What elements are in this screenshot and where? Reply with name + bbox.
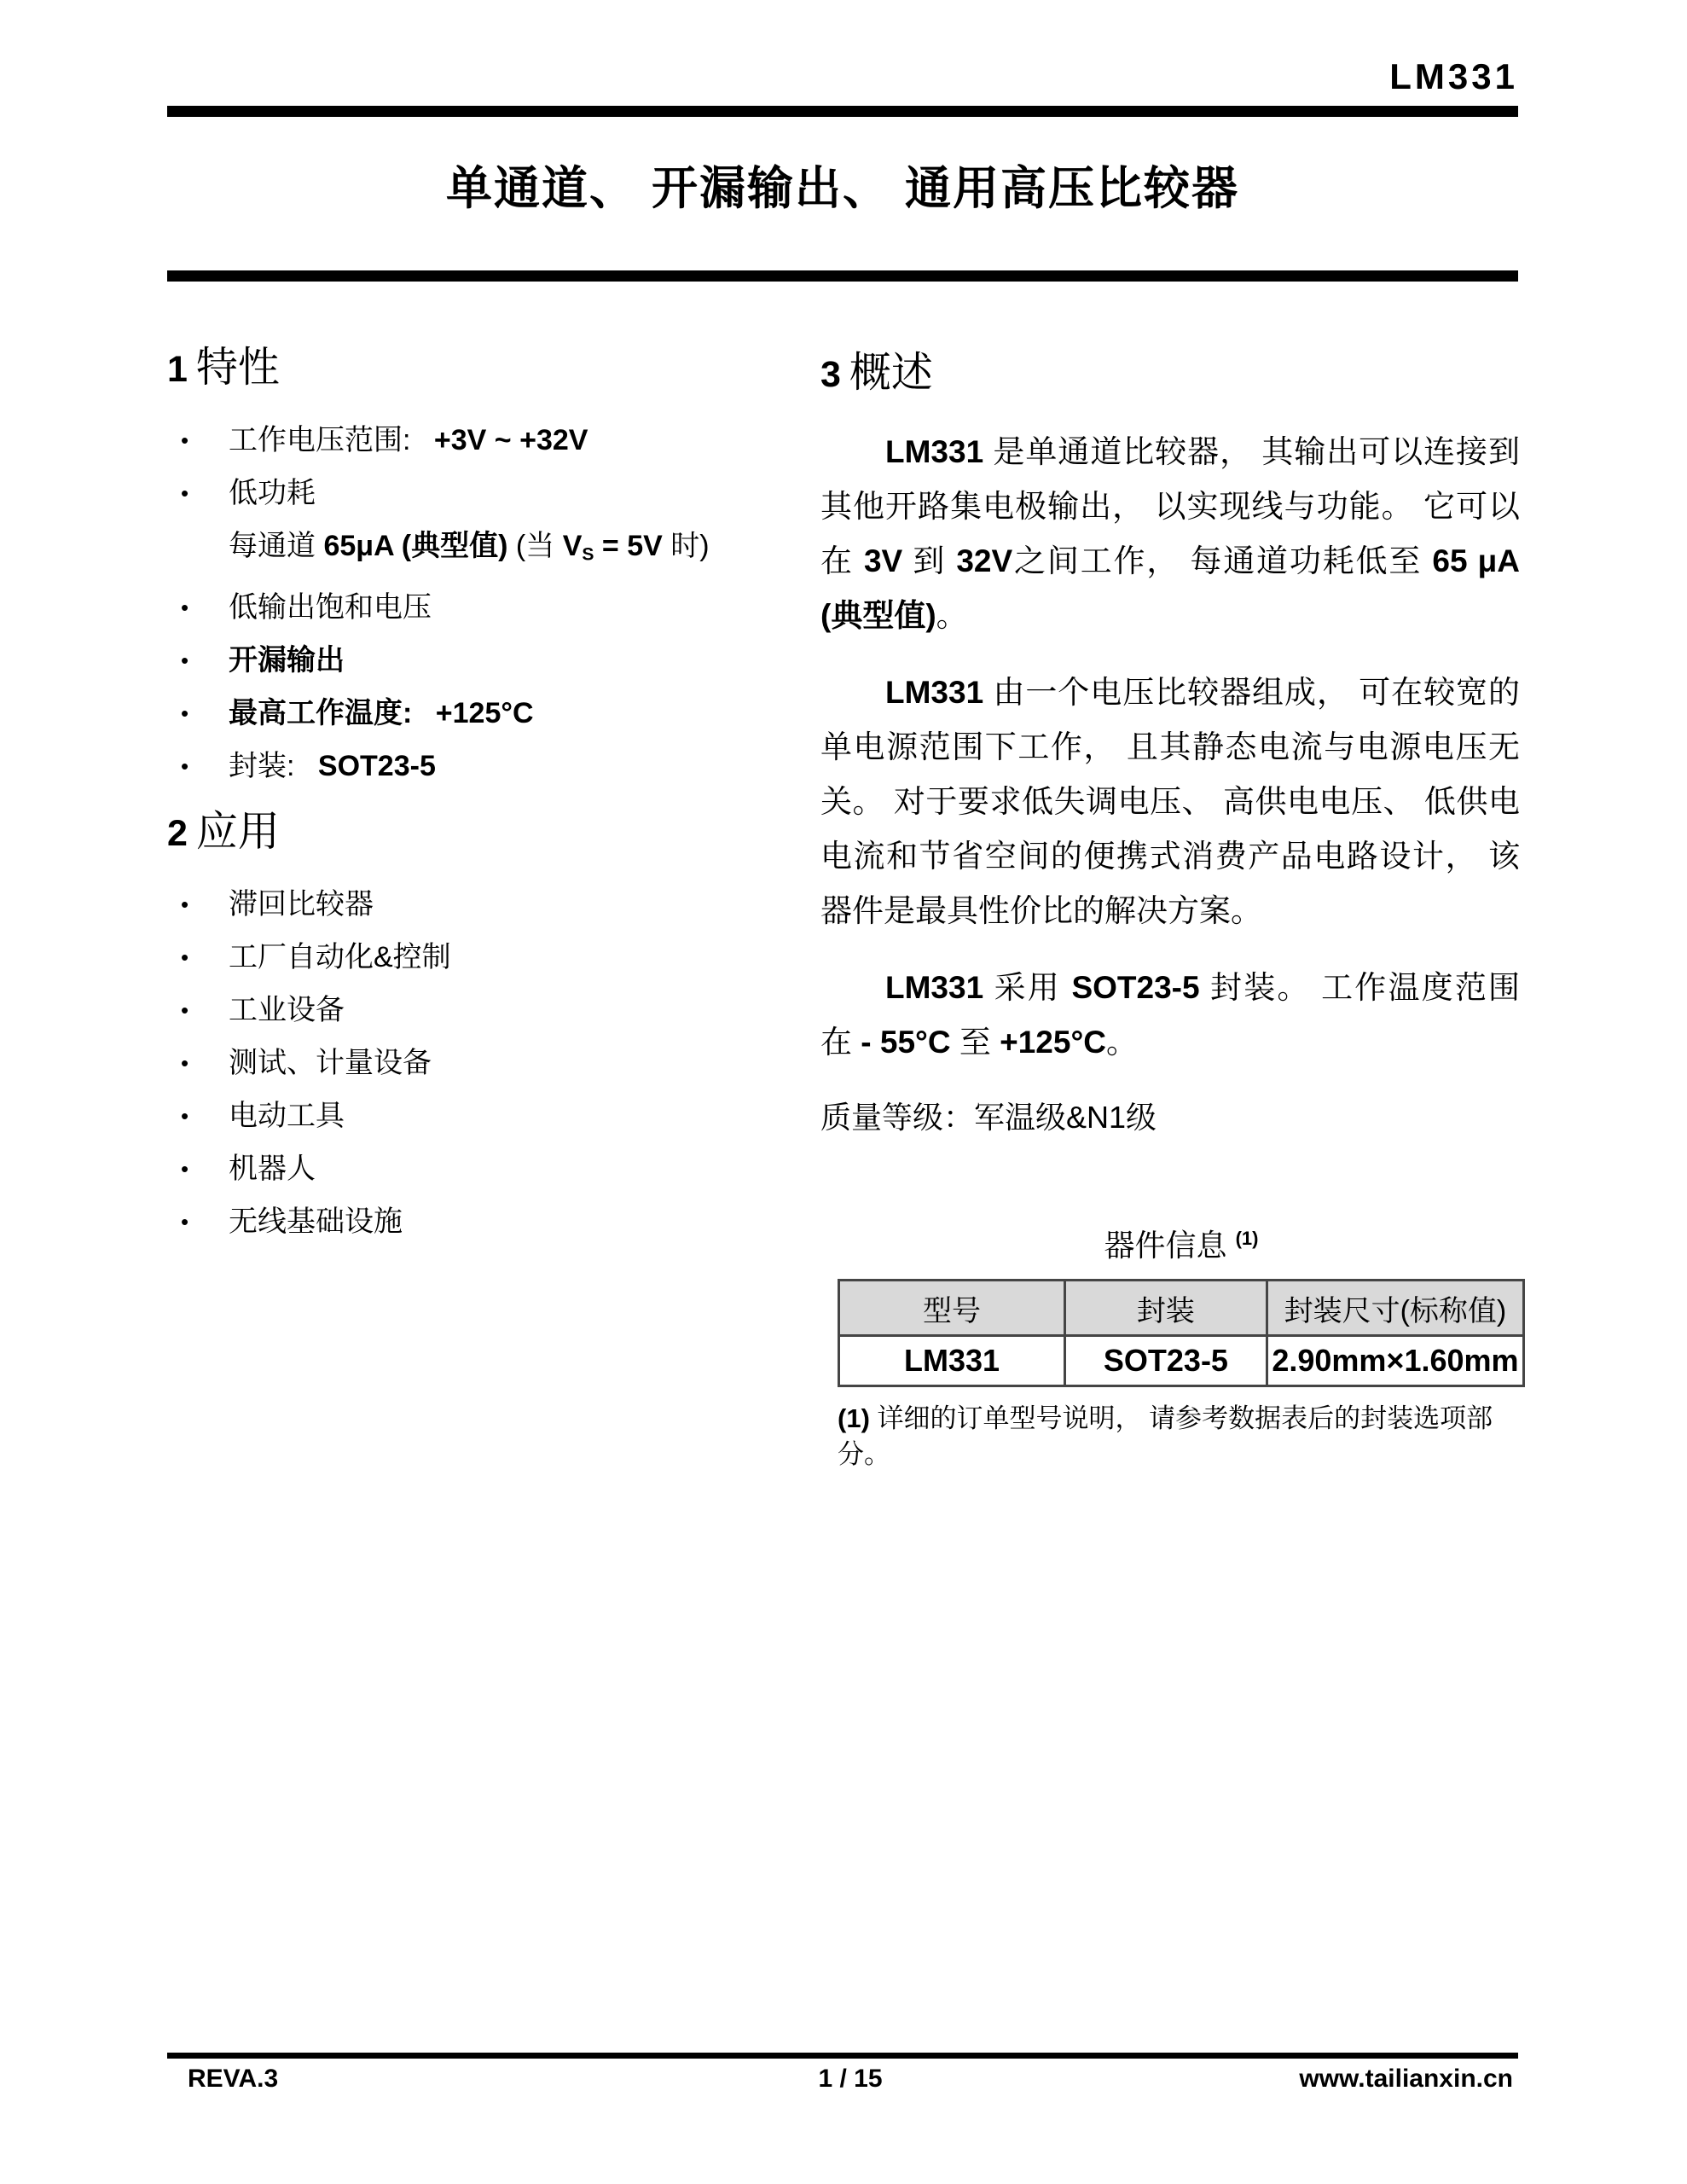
- footer-page-number: 1 / 15: [818, 2065, 883, 2093]
- feature-item-package: [167, 746, 815, 787]
- application-label: 无线基础设施: [229, 1205, 403, 1239]
- current-typ: 65 μA (典型值): [820, 543, 1521, 633]
- table-row: [839, 1336, 1524, 1386]
- bullet-icon: •: [181, 480, 189, 506]
- footer-revision: REVA.3: [188, 2065, 279, 2093]
- overview-section-number: 3: [820, 354, 841, 395]
- bullet-icon: •: [181, 997, 189, 1024]
- table-header-row: [839, 1281, 1524, 1336]
- bullet-icon: •: [181, 1103, 189, 1130]
- part-ref: LM331: [885, 434, 984, 469]
- paragraph-text: 。: [936, 598, 968, 633]
- overview-heading: [820, 340, 1520, 399]
- detail-vs-subscript: S: [582, 544, 594, 565]
- application-label: 机器人: [229, 1153, 316, 1186]
- bullet-icon: •: [181, 595, 189, 621]
- paragraph-text: 至: [950, 1025, 1000, 1060]
- detail-post: 时): [670, 530, 710, 562]
- application-item: [167, 937, 815, 978]
- paragraph-text: 采用: [983, 970, 1072, 1005]
- application-item: [167, 1201, 815, 1242]
- feature-item-open-drain: [167, 640, 815, 681]
- detail-pre: 每通道: [229, 530, 324, 562]
- detail-vs-value: = 5V: [601, 530, 663, 562]
- table-cell-model: LM331: [839, 1336, 1065, 1386]
- footer-website: www.tailianxin.cn: [1299, 2065, 1513, 2093]
- application-label: 工厂自动化&控制: [229, 941, 451, 974]
- application-label: 测试、计量设备: [229, 1047, 432, 1080]
- bullet-icon: •: [181, 944, 189, 971]
- application-label: 工业设备: [229, 994, 345, 1027]
- feature-item-voltage-range: [167, 420, 815, 461]
- feature-label: 工作电压范围:: [229, 424, 411, 456]
- application-label: 滞回比较器: [229, 888, 374, 921]
- footer-rule: [167, 2053, 1518, 2059]
- table-cell-size: 2.90mm×1.60mm: [1267, 1336, 1523, 1386]
- feature-label: 最高工作温度:: [229, 697, 413, 730]
- document-title: 单通道、 开漏输出、 通用高压比较器: [445, 163, 1239, 214]
- paragraph-text: 之间工作， 每通道功耗低至: [1012, 543, 1433, 578]
- feature-item-low-power: [167, 473, 815, 514]
- feature-value: +3V ~ +32V: [433, 424, 588, 456]
- bullet-icon: •: [181, 753, 189, 780]
- bullet-icon: •: [181, 427, 189, 453]
- right-column: [820, 340, 1520, 1472]
- table-header-model: 型号: [839, 1281, 1065, 1336]
- applications-list: [167, 884, 815, 1242]
- package-ref: SOT23-5: [1071, 970, 1200, 1005]
- paragraph-text: 到: [902, 543, 957, 578]
- table-caption: [838, 1222, 1525, 1265]
- header-rule: [167, 106, 1518, 117]
- feature-label: 低输出饱和电压: [229, 591, 432, 624]
- feature-value: +125°C: [435, 697, 534, 730]
- footer: [167, 2065, 1518, 2094]
- bullet-icon: •: [181, 648, 189, 674]
- voltage-max: 32V: [956, 543, 1013, 578]
- feature-label: 开漏输出: [229, 644, 345, 677]
- left-column: [167, 334, 815, 1254]
- header-part-number: LM331: [1389, 56, 1518, 96]
- table-caption-text: 器件信息: [1104, 1228, 1227, 1263]
- bullet-icon: •: [181, 892, 189, 918]
- paragraph-text: 。: [1105, 1025, 1138, 1060]
- paragraph-text: 由一个电压比较器组成， 可在较宽的单电源范围下工作， 且其静态电流与电源电压无关。 对于要求低失调电压、 高供电电压、 低供电电流和节省空间的便携式消费产品电路设计， 该器件是最具性价比的解决方案。: [820, 675, 1520, 928]
- application-item: [167, 1043, 815, 1083]
- feature-item-low-saturation: [167, 587, 815, 628]
- table-header-size: 封装尺寸(标称值): [1267, 1281, 1523, 1336]
- part-ref: LM331: [885, 675, 984, 710]
- title-rule: [167, 270, 1518, 282]
- table-footnote: [838, 1401, 1525, 1472]
- voltage-min: 3V: [863, 543, 903, 578]
- applications-section-title: 应用: [195, 809, 280, 856]
- temp-max: +125°C: [1000, 1025, 1106, 1060]
- paragraph-text: 封装。 工作温度范围在: [820, 970, 1521, 1060]
- applications-section-number: 2: [167, 813, 188, 855]
- bullet-icon: •: [181, 700, 189, 727]
- bullet-icon: •: [181, 1209, 189, 1235]
- application-item: [167, 1148, 815, 1189]
- overview-paragraph-3: [820, 961, 1520, 1070]
- overview-paragraph-1: [820, 425, 1520, 643]
- applications-heading: [167, 799, 815, 858]
- features-heading: [167, 334, 815, 394]
- bullet-icon: •: [181, 1050, 189, 1077]
- feature-item-power-detail: [167, 526, 815, 575]
- device-info-block: [838, 1222, 1525, 1472]
- application-item: [167, 884, 815, 925]
- part-ref: LM331: [885, 970, 984, 1005]
- features-section-number: 1: [167, 349, 188, 390]
- temp-min: - 55°C: [861, 1025, 951, 1060]
- table-cell-package: SOT23-5: [1064, 1336, 1267, 1386]
- detail-vs-symbol: V: [562, 530, 583, 562]
- feature-label: 低功耗: [229, 477, 316, 509]
- detail-mid: (当: [515, 530, 563, 562]
- device-info-table: [838, 1279, 1525, 1387]
- bullet-icon: •: [181, 1156, 189, 1182]
- paragraph-text: 是单通道比较器， 其输出可以连接到其他开路集电极输出， 以实现线与功能。 它可以在: [820, 434, 1520, 578]
- footnote-marker: (1): [838, 1403, 870, 1433]
- feature-item-max-temperature: [167, 693, 815, 734]
- footnote-text: 详细的订单型号说明， 请参考数据表后的封装选项部分。: [838, 1403, 1493, 1469]
- overview-paragraph-2: [820, 665, 1520, 938]
- application-label: 电动工具: [229, 1100, 345, 1133]
- features-list: [167, 420, 815, 787]
- table-header-package: 封装: [1064, 1281, 1267, 1336]
- table-caption-footnote-ref: (1): [1235, 1228, 1259, 1249]
- overview-section-title: 概述: [849, 350, 933, 396]
- feature-label: 封装:: [229, 750, 295, 783]
- application-item: [167, 990, 815, 1031]
- application-item: [167, 1095, 815, 1136]
- feature-value: SOT23-5: [317, 750, 436, 783]
- features-section-title: 特性: [195, 345, 280, 391]
- quality-grade-line: 质量等级：军温级&N1级: [820, 1100, 1157, 1135]
- detail-current: 65μA (典型值): [323, 530, 508, 562]
